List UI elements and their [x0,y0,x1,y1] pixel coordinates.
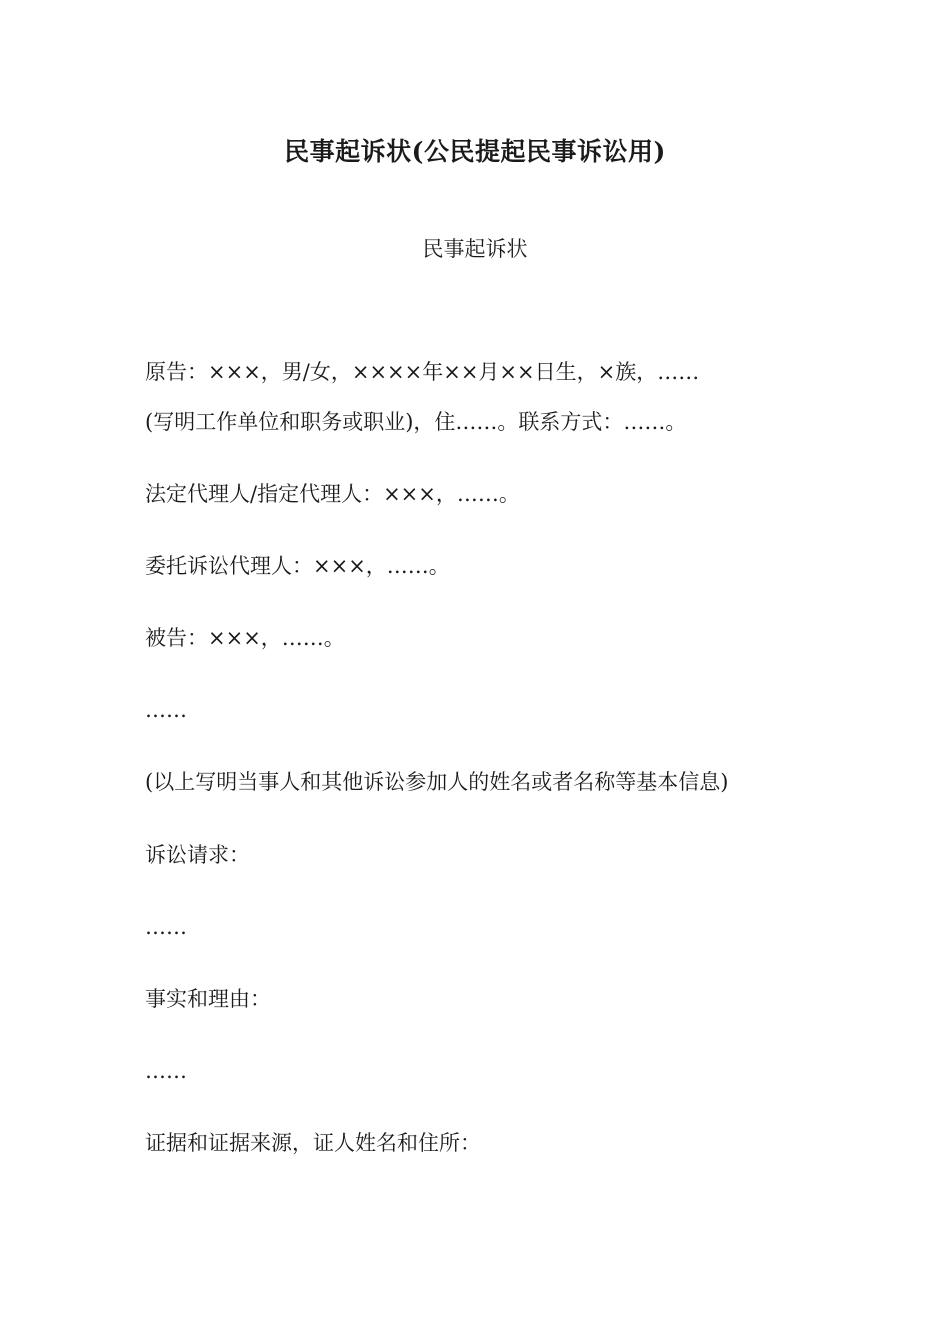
document-title: 民事起诉状(公民提起民事诉讼用) [284,137,666,166]
plaintiff-line-2: (写明工作单位和职务或职业)，住……。联系方式：……。 [145,410,687,434]
claims-heading: 诉讼请求： [145,843,250,867]
ellipsis-line-1: …… [145,698,187,722]
document-subtitle: 民事起诉状 [422,237,528,261]
ellipsis-line-3: …… [145,1059,187,1083]
ellipsis-line-2: …… [145,915,187,939]
agent-ad-litem-line: 委托诉讼代理人：×××，……。 [145,554,450,578]
parties-note-line: (以上写明当事人和其他诉讼参加人的姓名或者名称等基本信息) [145,770,729,794]
legal-representative-line: 法定代理人/指定代理人：×××，……。 [145,482,520,506]
plaintiff-line-1: 原告：×××，男/女，××××年××月××日生，×族，…… [145,360,700,384]
defendant-line: 被告：×××，……。 [145,626,345,650]
evidence-heading: 证据和证据来源，证人姓名和住所： [145,1131,481,1155]
facts-reasons-heading: 事实和理由： [145,987,271,1011]
